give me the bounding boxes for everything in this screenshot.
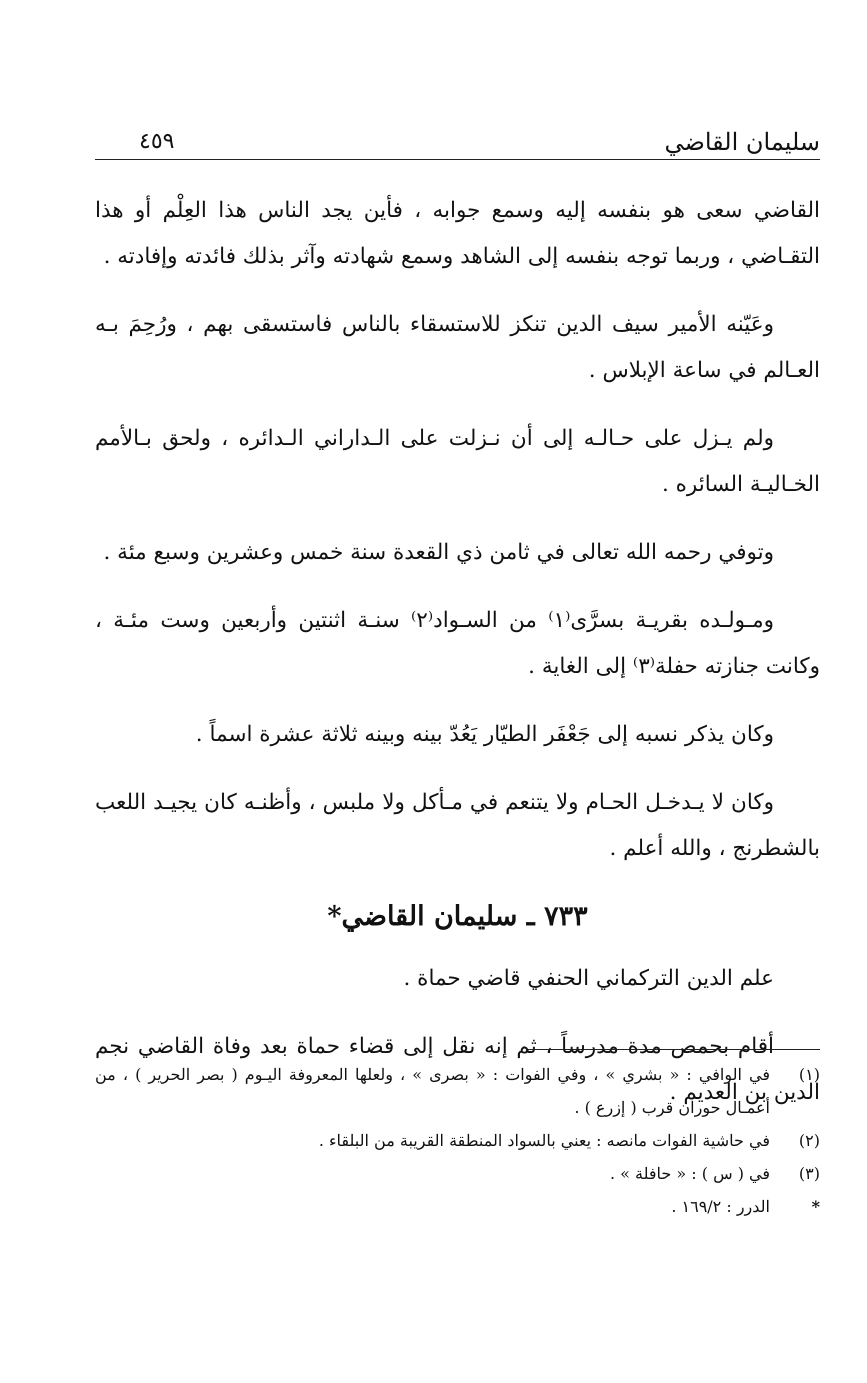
paragraph: علم الدين التركماني الحنفي قاضي حماة .	[403, 966, 774, 991]
footnote	[95, 1058, 820, 1124]
footnote-marker: *	[811, 1197, 820, 1216]
paragraph: ولم يـزل على حـالـه إلى أن نـزلت على الـداراني الـدائره ، ولحق بـالأمم الخـاليـة السائره .	[95, 426, 820, 497]
paragraph: أقام بحمص مدة مدرساً ، ثم إنه نقل إلى قضاء حماة بعد وفاة القاضي نجم الدين بن العديم .	[95, 1034, 820, 1105]
paragraph: وكان لا يـدخـل الحـام ولا يتنعم في مـأكل ولا ملبس ، وأظنـه كان يجيـد اللعب بالشطرنج ، والله أعلم .	[95, 790, 820, 861]
footnote	[95, 1157, 820, 1190]
footnote-marker: (١)	[798, 1065, 820, 1084]
entry-heading: ٧٣٣ ـ سليمان القاضي*	[327, 901, 588, 932]
footnote-marker: (٢)	[798, 1131, 820, 1150]
footnote	[95, 1124, 820, 1157]
footnote-text: في ( س ) : « حافلة » .	[609, 1164, 770, 1183]
page-number: ٤٥٩	[139, 129, 175, 154]
paragraph: وتوفي رحمه الله تعالى في ثامن ذي القعدة سنة خمس وعشرين وسبع مئة .	[103, 540, 774, 565]
paragraph: وكان يذكر نسبه إلى جَعْفَر الطيّار يَعُدّ بينه وبينه ثلاثة عشرة اسماً .	[195, 722, 774, 747]
footnotes	[95, 1058, 820, 1223]
running-title: سليمان القاضي	[664, 128, 820, 156]
footnote-text: في الوافي : « بشري » ، وفي الفوات : « بصرى » ، ولعلها المعروفة اليـوم ( بصر الحرير ) ، من أعمـال حوران قرب ( إزرع ) .	[95, 1065, 770, 1117]
header-rule	[95, 159, 820, 160]
footnote-text: في حاشية الفوات مانصه : يعني بالسواد المنطقة القريبة من البلقاء .	[318, 1131, 770, 1150]
footnote-rule	[528, 1049, 820, 1050]
main-text	[95, 188, 820, 1138]
paragraph: القاضي سعى هو بنفسه إليه وسمع جوابه ، فأين يجد الناس هذا العِلْم أو هذا التقـاضي ، وربما توجه بنفسه إلى الشاهد وسمع شهادته وآثر بذلك فائدته وإفادته .	[95, 198, 820, 269]
paragraph: وعَيّنه الأمير سيف الدين تنكز للاستسقاء بالناس فاستسقى بهم ، ورُحِمَ بـه العـالم في ساعة الإبلاس .	[95, 312, 820, 383]
paragraph: ومـولـده بقريـة بسرَّى⁽١⁾ من السـواد⁽٢⁾ سنـة اثنتين وأربعين وست مئـة ، وكانت جنازته حفلة⁽٣⁾ إلى الغاية .	[95, 608, 820, 679]
running-header	[95, 124, 820, 160]
footnote-marker: (٣)	[798, 1164, 820, 1183]
footnote-text: الدرر : ١٦٩/٢ .	[671, 1197, 770, 1216]
footnote	[95, 1190, 820, 1223]
